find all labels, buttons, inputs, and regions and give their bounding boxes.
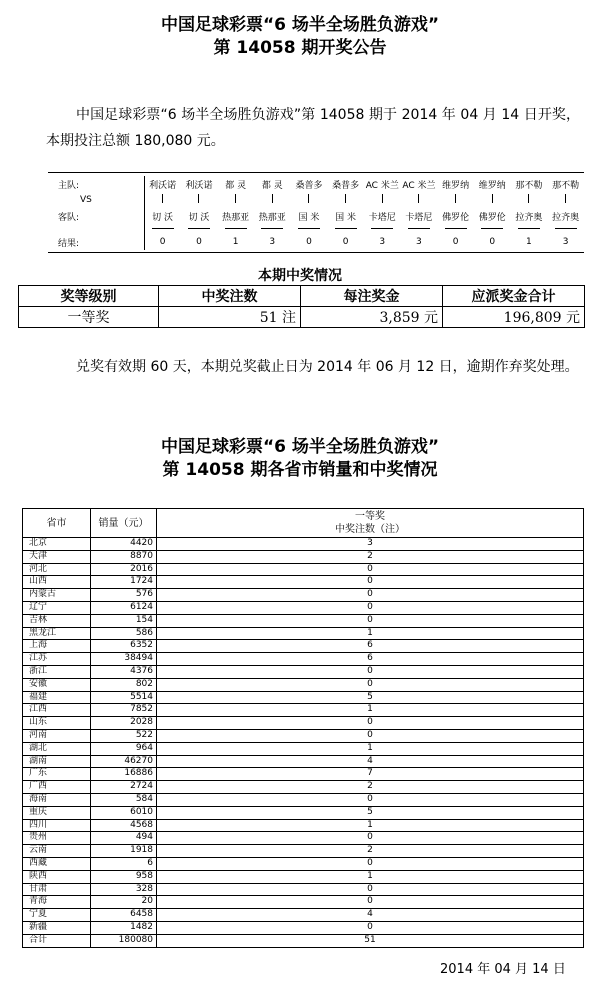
separator-cell	[547, 224, 584, 234]
result-cell: 3	[416, 237, 422, 247]
province-winners: 0	[157, 678, 584, 691]
prize-header-count: 中奖注数	[159, 286, 301, 307]
result-row	[48, 234, 584, 250]
separator-cell	[217, 224, 254, 234]
vs-bar	[418, 194, 419, 203]
province-row	[23, 870, 584, 883]
vs-bar	[528, 194, 529, 203]
province-winners: 0	[157, 665, 584, 678]
province-winners: 7	[157, 768, 584, 781]
province-name: 江西	[23, 704, 91, 717]
province-winners: 1	[157, 870, 584, 883]
province-row	[23, 678, 584, 691]
province-winners: 0	[157, 896, 584, 909]
province-sales: 4376	[91, 665, 157, 678]
province-row	[23, 704, 584, 717]
province-sales: 586	[91, 627, 157, 640]
separator-dash	[335, 228, 357, 229]
result-cell: 0	[452, 237, 459, 247]
province-row	[23, 627, 584, 640]
province-name: 四川	[23, 819, 91, 832]
province-sales: 1724	[91, 576, 157, 589]
vs-bar	[235, 194, 236, 203]
prize-row	[19, 307, 585, 328]
province-row	[23, 832, 584, 845]
province-name: 湖南	[23, 755, 91, 768]
vs-cell	[144, 192, 181, 208]
away-team-cell: 热那亚	[258, 212, 286, 223]
province-table	[22, 508, 584, 948]
province-row	[23, 538, 584, 551]
province-sales: 5514	[91, 691, 157, 704]
province-row	[23, 717, 584, 730]
result-label: 结果:	[58, 238, 80, 249]
separator-dash	[371, 228, 393, 229]
province-sales: 6458	[91, 909, 157, 922]
announcement-title-line1: 中国足球彩票“6 场半全场胜负游戏”	[160, 15, 440, 35]
prize-header-level: 奖等级别	[19, 286, 159, 307]
match-table	[48, 172, 584, 250]
vs-label: VS	[80, 195, 92, 205]
home-team-cell: 维罗纳	[478, 180, 506, 191]
home-team-cell: 桑普多	[332, 180, 360, 191]
province-name: 山西	[23, 576, 91, 589]
result-cell: 1	[232, 237, 239, 247]
separator-cell	[364, 224, 401, 234]
province-winners: 5	[157, 806, 584, 819]
home-team-cell: 桑普多	[295, 180, 323, 191]
separator-dash	[298, 228, 320, 229]
province-row	[23, 806, 584, 819]
province-sales: 6010	[91, 806, 157, 819]
separator-cell	[474, 224, 511, 234]
province-winners: 1	[157, 627, 584, 640]
province-sales: 522	[91, 729, 157, 742]
separator-dash	[225, 228, 247, 229]
away-team-row	[48, 208, 584, 224]
sales-header: 销量（元）	[91, 509, 157, 538]
province-row	[23, 576, 584, 589]
province-sales: 802	[91, 678, 157, 691]
province-sales: 46270	[91, 755, 157, 768]
province-row	[23, 665, 584, 678]
separator-dash	[188, 228, 210, 229]
province-name: 上海	[23, 640, 91, 653]
province-sales: 2028	[91, 717, 157, 730]
province-sales: 1482	[91, 921, 157, 934]
vs-cell	[364, 192, 401, 208]
province-name: 合计	[23, 934, 91, 947]
vs-cell	[217, 192, 254, 208]
section2-title-line1: 中国足球彩票“6 场半全场胜负游戏”	[160, 437, 440, 457]
province-winners: 0	[157, 589, 584, 602]
province-row	[23, 640, 584, 653]
province-winners: 6	[157, 653, 584, 666]
province-name: 福建	[23, 691, 91, 704]
province-row	[23, 601, 584, 614]
province-sales: 1918	[91, 845, 157, 858]
province-name: 黑龙江	[23, 627, 91, 640]
separator-cell	[437, 224, 474, 234]
home-team-cell: AC 米兰	[365, 180, 399, 191]
vs-cell	[327, 192, 364, 208]
province-winners: 0	[157, 576, 584, 589]
province-sales: 958	[91, 870, 157, 883]
province-name: 甘肃	[23, 883, 91, 896]
province-name: 北京	[23, 538, 91, 551]
home-team-cell: 利沃诺	[185, 180, 213, 191]
vs-bar	[162, 194, 163, 203]
vs-bar	[492, 194, 493, 203]
vs-bar	[345, 194, 346, 203]
province-row	[23, 550, 584, 563]
away-team-cell: 热那亚	[222, 212, 250, 223]
province-row	[23, 883, 584, 896]
province-name: 河北	[23, 563, 91, 576]
separator-cell	[511, 224, 548, 234]
separator-dash	[555, 228, 577, 229]
home-team-cell: 利沃诺	[144, 176, 181, 192]
province-row	[23, 921, 584, 934]
prize-header-total: 应派奖金合计	[443, 286, 585, 307]
prize-header-per-bet: 每注奖金	[301, 286, 443, 307]
vs-cell	[181, 192, 218, 208]
province-name: 云南	[23, 845, 91, 858]
province-name: 江苏	[23, 653, 91, 666]
prize-table	[18, 285, 585, 328]
province-name: 广西	[23, 781, 91, 794]
home-label: 主队:	[58, 180, 80, 191]
province-row	[23, 563, 584, 576]
prize-caption: 本期中奖情况	[258, 268, 342, 284]
away-team-cell: 国 米	[335, 212, 357, 223]
province-sales: 38494	[91, 653, 157, 666]
province-name: 内蒙古	[23, 589, 91, 602]
away-team-cell: 国 米	[298, 212, 320, 223]
province-header: 省市	[23, 509, 91, 538]
province-sales: 4568	[91, 819, 157, 832]
first-prize-header	[157, 509, 584, 538]
province-winners: 0	[157, 717, 584, 730]
province-winners: 0	[157, 857, 584, 870]
province-name: 西藏	[23, 857, 91, 870]
home-team-cell: 都 灵	[225, 180, 247, 191]
province-sales: 6	[91, 857, 157, 870]
vs-cell	[437, 192, 474, 208]
away-team-cell: 卡塔尼	[405, 212, 433, 223]
separator-row	[48, 224, 584, 234]
province-sales: 2016	[91, 563, 157, 576]
away-team-cell: 佛罗伦	[442, 212, 470, 223]
home-team-cell: 维罗纳	[442, 180, 470, 191]
result-cell: 3	[562, 237, 569, 247]
province-sales: 16886	[91, 768, 157, 781]
province-name: 湖北	[23, 742, 91, 755]
province-sales: 6352	[91, 640, 157, 653]
province-sales: 180080	[91, 934, 157, 947]
vs-cell	[254, 192, 291, 208]
province-winners: 0	[157, 729, 584, 742]
province-sales: 576	[91, 589, 157, 602]
province-sales: 154	[91, 614, 157, 627]
vs-bar	[198, 194, 199, 203]
intro-paragraph: 中国足球彩票“6 场半全场胜负游戏”第 14058 期于 2014 年 04 月 14 日开奖，本期投注总额 180,080 元。	[46, 107, 580, 149]
province-sales: 494	[91, 832, 157, 845]
province-name: 新疆	[23, 921, 91, 934]
province-name: 贵州	[23, 832, 91, 845]
province-sales: 964	[91, 742, 157, 755]
separator-dash	[261, 228, 283, 229]
home-team-cell: 都 灵	[261, 180, 283, 191]
result-cell: 0	[306, 237, 312, 247]
province-winners: 1	[157, 742, 584, 755]
vs-cell	[511, 192, 548, 208]
province-winners: 2	[157, 781, 584, 794]
province-sales: 20	[91, 896, 157, 909]
separator-cell	[327, 224, 364, 234]
province-sales: 7852	[91, 704, 157, 717]
province-sales: 584	[91, 793, 157, 806]
province-name: 陕西	[23, 870, 91, 883]
vs-cell	[401, 192, 438, 208]
first-prize-header-line1: 一等奖	[355, 511, 385, 522]
home-team-row	[48, 176, 584, 192]
home-team-cell: 那不勒	[552, 180, 580, 191]
province-winners: 2	[157, 550, 584, 563]
province-name: 天津	[23, 550, 91, 563]
province-row	[23, 896, 584, 909]
province-sales: 4420	[91, 538, 157, 551]
province-name: 浙江	[23, 665, 91, 678]
province-name: 广东	[23, 768, 91, 781]
province-winners: 0	[157, 921, 584, 934]
province-row	[23, 909, 584, 922]
away-team-cell: 佛罗伦	[478, 212, 506, 223]
away-team-cell: 拉齐奥	[552, 212, 580, 223]
vs-bar	[455, 194, 456, 203]
province-sales: 8870	[91, 550, 157, 563]
province-sales: 328	[91, 883, 157, 896]
away-label: 客队:	[58, 212, 80, 223]
away-team-cell: 卡塔尼	[368, 212, 396, 223]
vs-cell	[291, 192, 328, 208]
announcement-title-line2: 第 14058 期开奖公告	[213, 38, 387, 58]
vs-bar	[565, 194, 566, 203]
away-team-cell: 切 沃	[188, 212, 210, 223]
province-winners: 3	[157, 538, 584, 551]
result-cell: 0	[489, 237, 496, 247]
province-winners: 0	[157, 601, 584, 614]
section2-title-line2: 第 14058 期各省市销量和中奖情况	[162, 460, 438, 480]
province-winners: 51	[157, 934, 584, 947]
province-sales: 6124	[91, 601, 157, 614]
result-cell: 3	[269, 237, 276, 247]
vs-bar	[382, 194, 383, 203]
separator-cell	[291, 224, 328, 234]
province-winners: 0	[157, 883, 584, 896]
province-winners: 1	[157, 704, 584, 717]
province-name: 重庆	[23, 806, 91, 819]
prize-total: 196,809 元	[443, 307, 585, 328]
province-row	[23, 768, 584, 781]
province-winners: 4	[157, 909, 584, 922]
province-row	[23, 819, 584, 832]
home-team-cell: 那不勒	[515, 180, 543, 191]
notice-paragraph: 兑奖有效期 60 天，本期兑奖截止日为 2014 年 06 月 12 日，逾期作弃奖处理。	[76, 359, 579, 375]
separator-cell	[181, 224, 218, 234]
province-row	[23, 614, 584, 627]
province-row	[23, 742, 584, 755]
province-row	[23, 729, 584, 742]
vs-cell	[547, 192, 584, 208]
away-team-cell: 拉齐奥	[515, 212, 543, 223]
province-row	[23, 781, 584, 794]
separator-cell	[144, 224, 181, 234]
province-winners: 0	[157, 614, 584, 627]
province-name: 宁夏	[23, 909, 91, 922]
province-row	[23, 857, 584, 870]
province-name: 海南	[23, 793, 91, 806]
result-cell: 1	[526, 237, 532, 247]
prize-per-bet: 3,859 元	[301, 307, 443, 328]
province-row	[23, 691, 584, 704]
separator-dash	[152, 228, 174, 229]
province-row	[23, 934, 584, 947]
province-winners: 6	[157, 640, 584, 653]
province-sales: 2724	[91, 781, 157, 794]
result-cell: 0	[196, 237, 202, 247]
province-row	[23, 845, 584, 858]
away-team-cell: 切 沃	[144, 208, 181, 224]
province-name: 山东	[23, 717, 91, 730]
province-winners: 5	[157, 691, 584, 704]
separator-cell	[401, 224, 438, 234]
separator-dash	[481, 228, 503, 229]
first-prize-header-line2: 中奖注数（注）	[335, 524, 405, 535]
province-winners: 0	[157, 832, 584, 845]
province-name: 河南	[23, 729, 91, 742]
prize-level: 一等奖	[19, 307, 159, 328]
province-row	[23, 755, 584, 768]
separator-dash	[518, 228, 540, 229]
vs-bar	[272, 194, 273, 203]
province-winners: 1	[157, 819, 584, 832]
home-team-cell: AC 米兰	[402, 180, 436, 191]
province-name: 安徽	[23, 678, 91, 691]
province-winners: 0	[157, 563, 584, 576]
province-winners: 0	[157, 793, 584, 806]
prize-count: 51 注	[159, 307, 301, 328]
vs-cell	[474, 192, 511, 208]
separator-cell	[254, 224, 291, 234]
province-name: 青海	[23, 896, 91, 909]
result-cell: 3	[379, 237, 386, 247]
separator-dash	[408, 228, 430, 229]
province-name: 吉林	[23, 614, 91, 627]
footer-date: 2014 年 04 月 14 日	[440, 962, 566, 977]
province-row	[23, 589, 584, 602]
province-winners: 2	[157, 845, 584, 858]
result-cell: 0	[144, 234, 181, 250]
vs-row	[48, 192, 584, 208]
result-cell: 0	[342, 237, 349, 247]
vs-bar	[308, 194, 309, 203]
province-winners: 4	[157, 755, 584, 768]
province-row	[23, 793, 584, 806]
separator-dash	[445, 228, 467, 229]
province-name: 辽宁	[23, 601, 91, 614]
province-row	[23, 653, 584, 666]
